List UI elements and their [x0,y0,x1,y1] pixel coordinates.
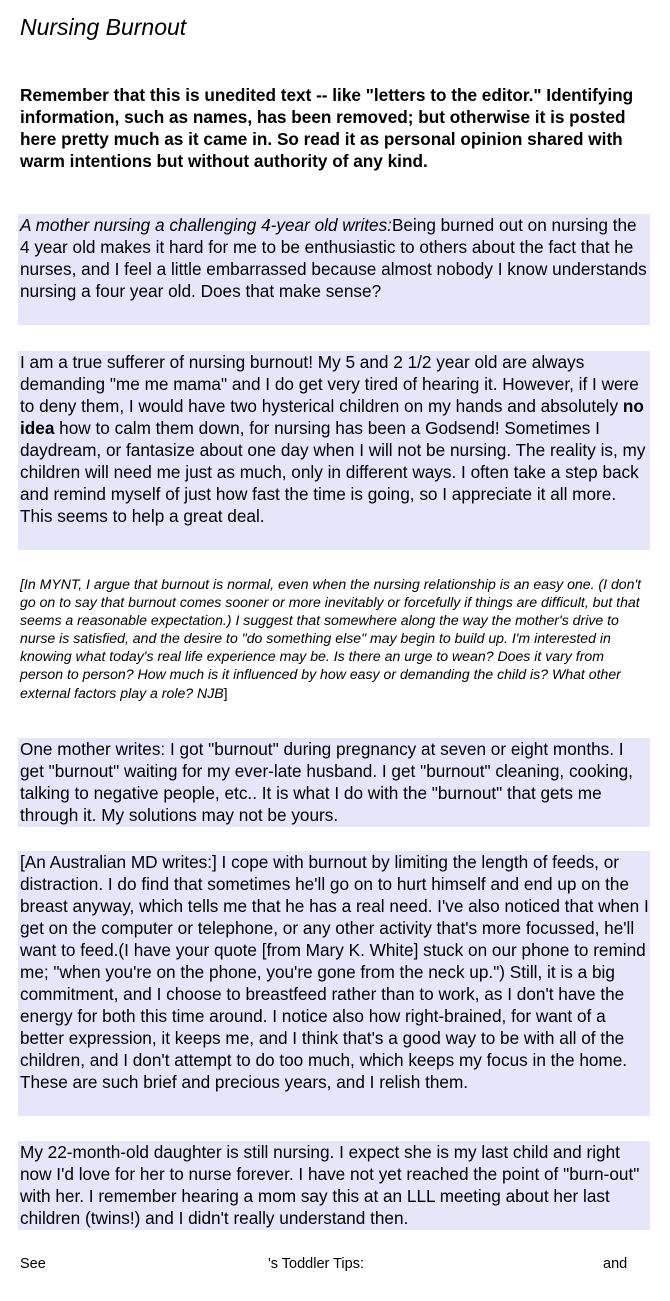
letter-2-text-before: I am a true sufferer of nursing burnout! My 5 and 2 1/2 year old are always demanding "me me mama" and I do get very tired of hearing it. However, if I were to deny them, I would have two hysterical children on my hands and absolutely [20,352,639,416]
letter-block-5 [18,1141,650,1230]
letter-3-text: One mother writes: I got "burnout" during pregnancy at seven or eight months. I get "burnout" waiting for my ever-late husband. I get "burnout" cleaning, cooking, talking to negative people, etc.. It is what I do with the "burnout" that gets me through it. My solutions may not be yours. [20,739,633,825]
footer-see-text: See [20,1256,46,1272]
footer-and-text: and [603,1256,628,1272]
letter-4-text: [An Australian MD writes:] I cope with burnout by limiting the length of feeds, or distraction. I do find that sometimes he'll go on to hurt himself and end up on the breast anyway, which tells me that he has a real need. I've also noticed that when I get on the computer or telephone, or any other activity that's more focussed, he'll want to feed.(I have your quote [from Mary K. White] stuck on our phone to remind me; "when you're on the phone, you're gone from the neck up.") Still, it is a big commitment, and I choose to breastfeed rather than to work, as I don't have the energy for both this time around. I notice also how right-brained, for want of a better expression, it keeps me, and I think that's a good way to be with all of the children, and I don't attempt to do too much, which keeps my focus in the home. These are such brief and precious years, and I relish them. [20,852,649,1092]
letter-2-emphasis: no idea [20,396,644,438]
letter-2-text-after: how to calm them down, for nursing has been a Godsend! Sometimes I daydream, or fantasize about one day when I will not be nursing. The reality is, my children will need me just as much, only in different ways. I often take a step back and remind myself of just how fast the time is going, so I appreciate it all more. This seems to help a great deal. [20,418,646,526]
letter-block-1 [18,214,650,325]
letter-1-text: Being burned out on nursing the 4 year old makes it hard for me to be enthusiastic to others about the fact that he nurses, and I feel a little embarrassed because almost nobody I know understands nursing a four year old. Does that make sense? [20,215,647,301]
letter-1-lead: A mother nursing a challenging 4-year old writes: [20,215,392,235]
disclaimer-intro: Remember that this is unedited text -- like "letters to the editor." Identifying information, such as names, has been removed; but otherwise it is posted here pretty much as it came in. So read it as personal opinion shared with warm intentions but without authority of any kind. [20,85,634,171]
letter-5-text: My 22-month-old daughter is still nursing. I expect she is my last child and right now I'd love for her to nurse forever. I have not yet reached the point of "burn-out" with her. I remember hearing a mom say this at an LLL meeting about her last children (twins!) and I didn't really understand then. [20,1142,640,1228]
editor-note-close: ] [223,684,228,701]
footer-toddler-tips-text: 's Toddler Tips: [268,1256,364,1272]
letter-block-2 [18,351,650,550]
letter-block-4 [18,851,650,1116]
editor-note-text: [In MYNT, I argue that burnout is normal, even when the nursing relationship is an easy one. (I don't go on to say that burnout comes sooner or more inevitably or forcefully if things are difficult, but that seems a reasonable expectation.) I suggest that somewhere along the way the mother's drive to nurse is satisfied, and the desire to "do something else" may begin to build up. I'm interested in knowing what today's real life experience may be. Is there an urge to wean? Does it vary from person to person? How much is it influenced by how easy or demanding the child is? What other external factors play a role? NJB [20,576,642,701]
page-title: Nursing Burnout [20,14,187,40]
letter-block-3 [18,738,650,827]
editor-note [20,575,650,702]
